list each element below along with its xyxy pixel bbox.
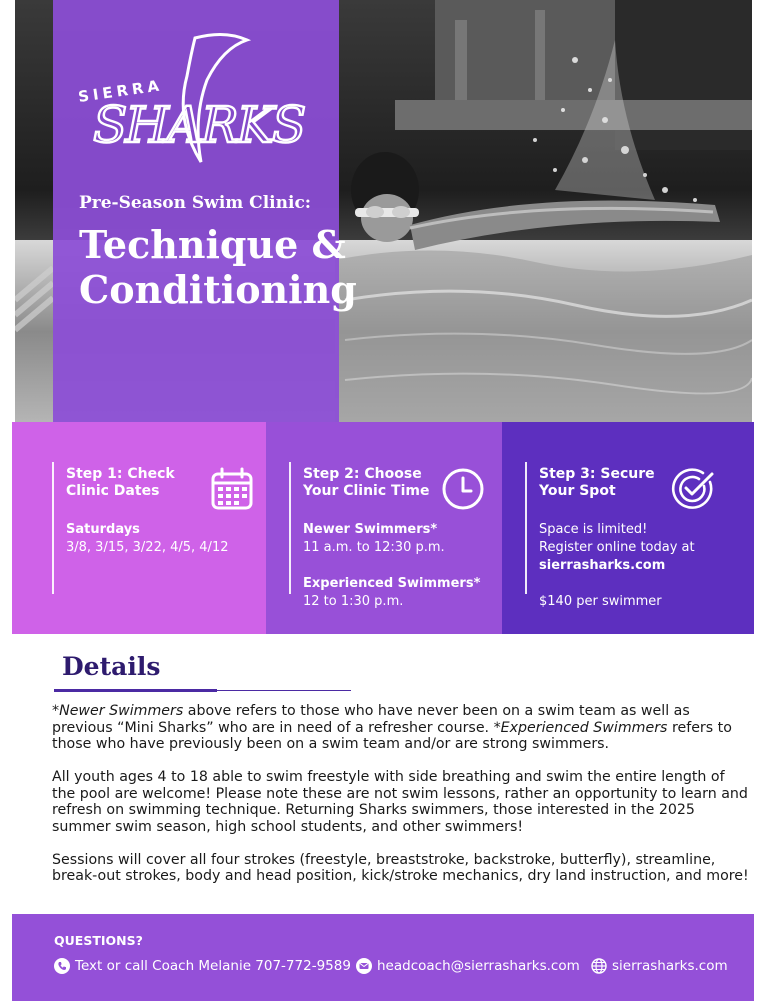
experienced-swimmers-heading: Experienced Swimmers*: [303, 576, 481, 591]
register-text: Register online today at: [539, 540, 695, 555]
contact-footer: [12, 914, 754, 1001]
step-2-title: Step 2: Choose Your Clinic Time: [303, 466, 430, 499]
phone-icon: [54, 958, 70, 974]
step-1-card: [12, 422, 266, 634]
calendar-icon: [209, 466, 255, 512]
hero-section: [15, 0, 752, 423]
email-text: headcoach@sierrasharks.com: [377, 958, 580, 974]
step-1-body: [66, 521, 256, 557]
newer-swimmers-heading: Newer Swimmers*: [303, 522, 438, 537]
svg-text:SIERRA: SIERRA: [77, 76, 165, 106]
step-1-title: Step 1: Check Clinic Dates: [66, 466, 175, 499]
website-contact[interactable]: [591, 958, 728, 974]
details-heading: Details: [62, 652, 161, 681]
details-paragraph-1: *Newer Swimmers above refers to those who have never been on a swim team as well as previous “Mini Sharks” who are in need of a refresher course. *Experienced Swimmers refers to those who have previously been on a swim team and/or are strong swimmers.: [52, 703, 732, 752]
title-line-2: Conditioning: [79, 267, 357, 312]
step-divider: [289, 462, 291, 594]
website-text: sierrasharks.com: [612, 958, 728, 974]
dates-list: 3/8, 3/15, 3/22, 4/5, 4/12: [66, 540, 229, 555]
step-divider: [525, 462, 527, 594]
details-body: [52, 703, 752, 901]
steps-section: [12, 422, 754, 634]
sierra-sharks-logo: [75, 30, 335, 170]
phone-text: Text or call Coach Melanie 707-772-9589: [75, 958, 351, 974]
globe-icon: [591, 958, 607, 974]
clock-icon: [440, 466, 486, 512]
step-2-body: [303, 521, 493, 611]
newer-swimmers-time: 11 a.m. to 12:30 p.m.: [303, 540, 445, 555]
step-divider: [52, 462, 54, 594]
title-line-1: Technique &: [79, 222, 346, 267]
clinic-title: [79, 222, 357, 312]
email-icon: [356, 958, 372, 974]
step-3-card: [502, 422, 754, 634]
register-website-link[interactable]: sierrasharks.com: [539, 558, 666, 573]
heading-underline-thin: [217, 690, 351, 691]
price-text: $140 per swimmer: [539, 594, 662, 609]
email-contact[interactable]: [356, 958, 580, 974]
dates-heading: Saturdays: [66, 522, 140, 537]
step-2-card: [266, 422, 502, 634]
questions-label: QUESTIONS?: [54, 933, 143, 948]
phone-contact[interactable]: [54, 958, 351, 974]
details-paragraph-2: All youth ages 4 to 18 able to swim freestyle with side breathing and swim the entire length of the pool are welcome! Please note these are not swim lessons, rather an opportunity to learn and refresh on swimming technique. Returning Sharks swimmers, those interested in the 2025 summer swim season, high school students, and other swimmers!: [52, 769, 748, 835]
clinic-subtitle: Pre-Season Swim Clinic:: [79, 193, 312, 213]
details-paragraph-3: Sessions will cover all four strokes (freestyle, breaststroke, backstroke, butterfly), streamline, break-out strokes, body and head position, kick/stroke mechanics, dry land instruction, and more!: [52, 851, 749, 884]
step-3-title: Step 3: Secure Your Spot: [539, 466, 655, 499]
svg-text:SHARKS: SHARKS: [93, 96, 305, 154]
heading-underline: [54, 689, 217, 692]
step-3-body: [539, 521, 729, 611]
check-badge-icon: [670, 466, 716, 512]
space-limited-text: Space is limited!: [539, 522, 648, 537]
experienced-swimmers-time: 12 to 1:30 p.m.: [303, 594, 404, 609]
